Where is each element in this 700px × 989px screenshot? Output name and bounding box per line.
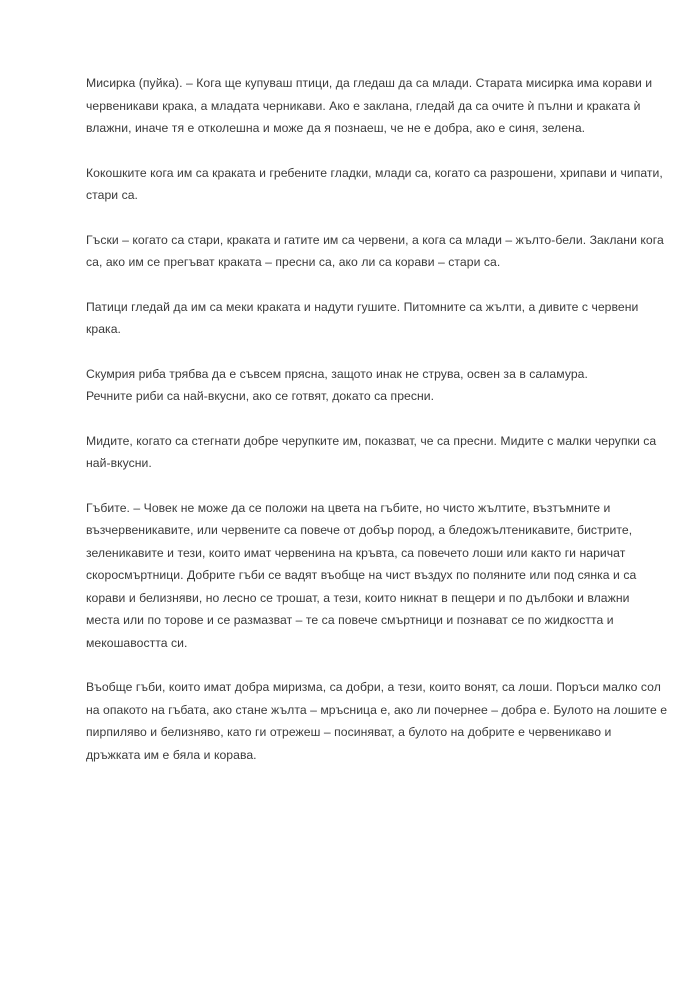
text-line: Мидите, когато са стегнати добре черупките им, показват, че са пресни. Мидите с малки черупки са	[86, 433, 657, 448]
paragraph-ducks	[86, 296, 639, 341]
text-line: Скумрия риба трябва да е съвсем прясна, защото инак не струва, освен за в саламура.	[86, 366, 588, 381]
text-line: са, ако им се прегъват краката – пресни са, ако ли са корави – стари са.	[86, 255, 501, 269]
paragraph-geese	[86, 229, 664, 274]
text-line: дръжката им е бяла и корава.	[86, 747, 257, 762]
text-line: най-вкусни.	[86, 456, 152, 470]
text-line: Гъбите. – Човек не може да се положи на цвета на гъбите, но чисто жълтите, възтъмните и	[86, 500, 611, 515]
paragraph-fish	[86, 363, 626, 408]
text-line: Гъски – когато са стари, краката и гатите им са червени, а кога са млади – жълто-бели. Заклани кога	[86, 232, 664, 247]
text-line: крака.	[86, 322, 121, 336]
paragraph-mushrooms	[86, 497, 637, 655]
text-line: червеникави крака, а младата черникави. Ако е заклана, гледай да са очите ѝ пълни и краката ѝ	[86, 98, 641, 113]
text-line: Речните риби са най-вкусни, ако се готвят, докато са пресни.	[86, 389, 435, 403]
text-line: зеленикавите и тези, които имат червенина на кръвта, са повечето лоши или както ги наричат	[86, 545, 626, 560]
paragraph-hens	[86, 162, 663, 207]
text-line: Патици гледай да им са меки краката и надути гушите. Питомните са жълти, а дивите с червени	[86, 299, 639, 314]
text-line: Кокошките кога им са краката и гребените гладки, млади са, когато са разрошени, хрипави и чипати,	[86, 165, 663, 180]
text-line: пирпиляво и белизняво, като ги отрежеш – посиняват, а булото на добрите е червеникаво и	[86, 725, 612, 739]
paragraph-mushroom-test	[86, 676, 668, 766]
text-line: на опакото на гъбата, ако стане жълта – мръсница е, ако ли почернее – добра е. Булото на лошите е	[86, 702, 668, 717]
text-line: възчервеникавите, или червените са повече от добър пород, а бледожълтеникавите, бистрите,	[86, 523, 633, 537]
text-line: скоросмъртници. Добрите гъби се вадят въобще на чист въздух по поляните или под сянка и са	[86, 568, 637, 582]
text-line: Въобще гъби, които имат добра миризма, са добри, а тези, които вонят, са лоши. Поръси малко сол	[86, 680, 661, 694]
document-body	[86, 72, 668, 788]
paragraph-mussels	[86, 430, 657, 475]
text-line: стари са.	[86, 188, 138, 202]
text-line: места или по торове и се размазват – те са повече смъртници и познават се по жидкостта и	[86, 613, 614, 627]
text-line: мекошавостта си.	[86, 635, 188, 650]
text-line: корави и белизняви, но лесно се трошат, а тези, които никнат в пещери и по дълбоки и влажни	[86, 590, 630, 605]
paragraph-turkey	[86, 72, 653, 140]
text-line: влажни, иначе тя е отколешна и може да я познаеш, че не е добра, ако е синя, зелена.	[86, 121, 586, 135]
text-line: Мисирка (пуйка). – Кога ще купуваш птици, да гледаш да са млади. Старата мисирка има корави и	[86, 76, 653, 90]
